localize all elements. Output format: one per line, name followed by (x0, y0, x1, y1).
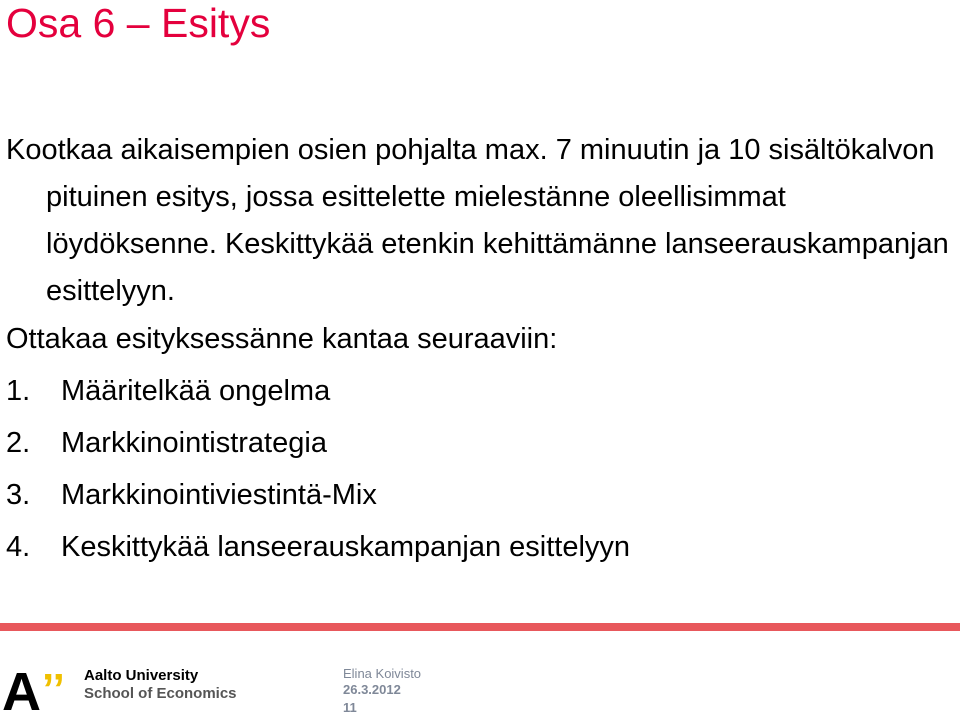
list-intro-paragraph: Ottakaa esityksessänne kantaa seuraaviin: (6, 323, 558, 355)
footer-divider (0, 623, 960, 631)
logo-quote-mark: ’’ (42, 665, 65, 712)
list-item-number: 4. (6, 531, 31, 563)
list-item-number: 1. (6, 375, 31, 407)
topic-list (6, 365, 951, 573)
slide-date: 26.3.2012 (343, 682, 401, 697)
list-item (6, 521, 951, 573)
page-number: 11 (343, 700, 357, 715)
logo-letter: A (2, 664, 41, 712)
org-block (84, 667, 237, 703)
slide-title: Osa 6 – Esitys (6, 0, 271, 46)
list-item-text: Keskittykää lanseerauskampanjan esittelyyn (61, 531, 631, 563)
school-name: School of Economics (84, 685, 237, 702)
author-name: Elina Koivisto (343, 666, 422, 681)
list-item (6, 469, 951, 521)
list-item-number: 2. (6, 427, 31, 459)
footer-meta (343, 666, 421, 716)
list-item-text: Markkinointistrategia (61, 427, 327, 459)
aalto-logo-icon (2, 664, 72, 712)
org-name: Aalto University (84, 667, 199, 684)
list-item-text: Markkinointiviestintä-Mix (61, 479, 377, 511)
list-item-text: Määritelkää ongelma (61, 375, 331, 407)
slide-body (6, 127, 951, 573)
list-item-number: 3. (6, 479, 31, 511)
list-item (6, 365, 951, 417)
list-item (6, 417, 951, 469)
intro-paragraph: Kootkaa aikaisempien osien pohjalta max. 7 minuutin ja 10 sisältökalvon pituinen esitys, jossa esittelette mielestänne oleellisimmat löydöksenne. Keskittykää etenkin kehittämänne lanseerauskampanjan esittelyyn. (6, 134, 949, 307)
